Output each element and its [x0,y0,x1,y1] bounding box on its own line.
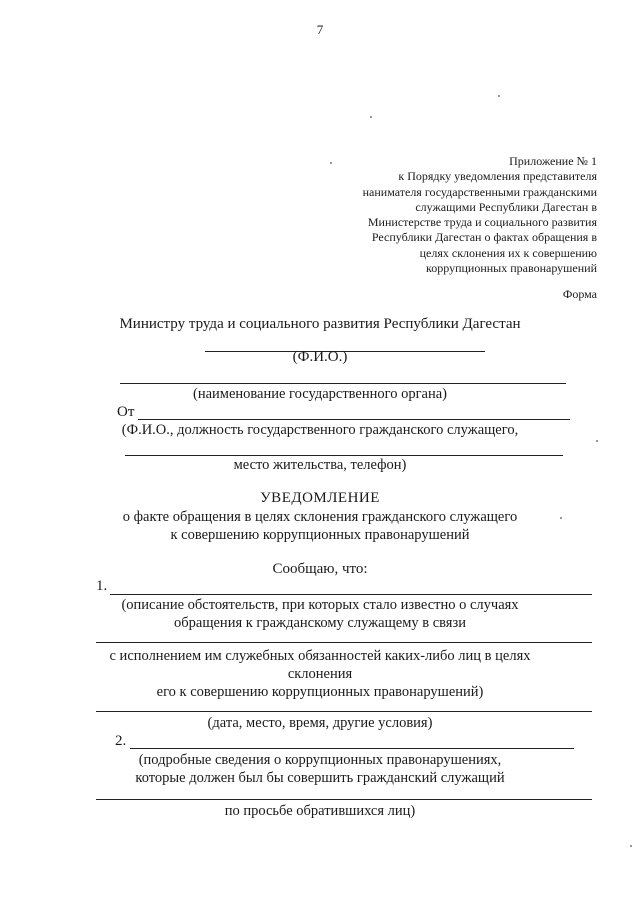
fio-caption: (Ф.И.О.) [292,349,348,365]
item1-caption-2: обращения к гражданскому служащему в связи [174,615,466,631]
notice-subtitle-2: к совершению коррупционных правонарушений [170,527,470,543]
item2-line-2 [96,799,592,800]
item1-line [110,594,592,595]
appendix-line: Приложение № 1 [509,154,597,168]
appendix-line: к Порядку уведомления представителя [398,169,597,184]
appendix-line: служащими Республики Дагестан в [415,199,597,214]
scan-speck [560,517,562,519]
item2-caption-1: (подробные сведения о коррупционных правонарушениях, [138,752,502,768]
addressee: Министру труда и социального развития Республики Дагестан [119,316,521,332]
item1-caption-4: склонения [287,666,353,682]
from-label: От [117,404,135,420]
item2-caption-2: которые должен был бы совершить гражданский служащий [135,770,505,786]
sender-caption: (Ф.И.О., должность государственного гражданского служащего, [121,422,519,438]
item2-caption-3: по просьбе обратившихся лиц) [224,803,416,819]
appendix-line: коррупционных правонарушений [426,261,597,276]
scan-speck [630,845,632,847]
appendix-line: Республики Дагестан о фактах обращения в [371,230,597,245]
item1-caption-6: (дата, место, время, другие условия) [207,715,433,731]
appendix-note [307,154,597,276]
form-label: Форма [562,287,597,301]
item1-caption-5: его к совершению коррупционных правонарушений) [156,684,484,700]
from-line [138,419,570,420]
item1-number: 1. [96,578,108,594]
sender-line [125,455,563,456]
item1-line-2 [96,642,592,643]
item2-line [130,748,574,749]
appendix-line: целях склонения их к совершению [419,245,597,260]
report-intro: Сообщаю, что: [272,561,368,577]
item1-caption-3: с исполнением им служебных обязанностей каких-либо лиц в целях [109,648,531,664]
page-number: 7 [316,22,324,37]
item1-line-3 [96,711,592,712]
scan-speck [596,440,598,442]
organ-line [120,383,566,384]
item2-number: 2. [115,733,127,749]
organ-caption: (наименование государственного органа) [192,386,448,402]
scan-speck [370,116,372,118]
appendix-line: Министерстве труда и социального развития [367,215,597,230]
appendix-line: нанимателя государственными гражданскими [362,184,597,199]
residence-caption: место жительства, телефон) [233,457,407,473]
scan-speck [330,162,332,164]
notice-subtitle-1: о факте обращения в целях склонения гражданского служащего [122,509,518,525]
item1-caption-1: (описание обстоятельств, при которых стало известно о случаях [121,597,519,613]
scan-speck [498,95,500,97]
notice-title: УВЕДОМЛЕНИЕ [260,490,380,506]
